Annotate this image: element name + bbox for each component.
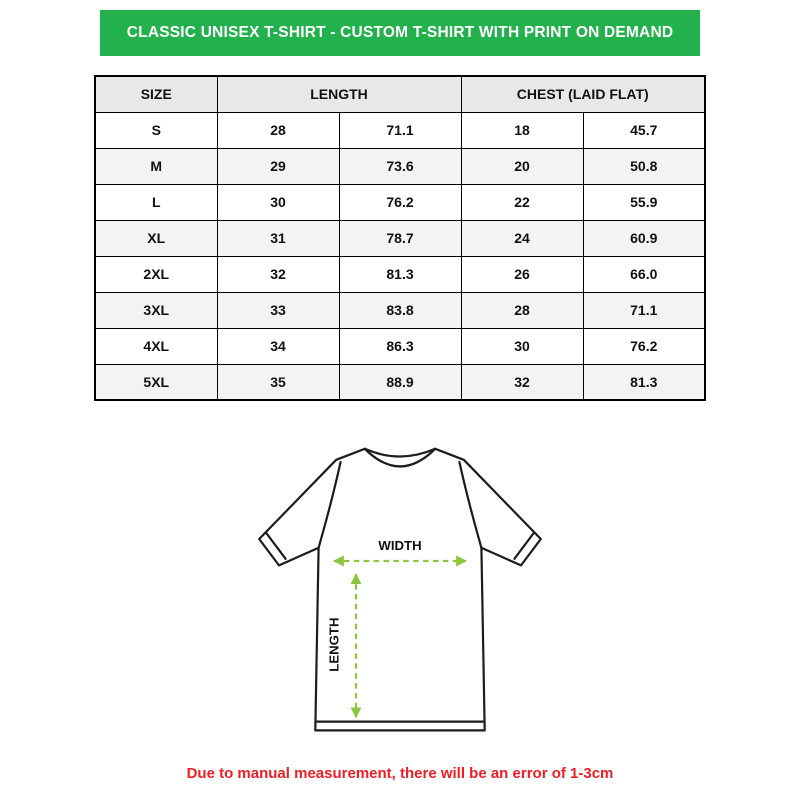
header-length: LENGTH [217,76,461,112]
chest-cm-cell: 66.0 [583,256,705,292]
header-chest: CHEST (LAID FLAT) [461,76,705,112]
length-in-cell: 29 [217,148,339,184]
table-header-row [95,76,705,112]
size-cell: S [95,112,217,148]
length-cm-cell: 86.3 [339,328,461,364]
table-row [95,148,705,184]
length-in-cell: 32 [217,256,339,292]
table-row [95,112,705,148]
length-in-cell: 31 [217,220,339,256]
size-guide-page [0,10,800,800]
width-label: WIDTH [378,538,422,553]
length-cm-cell: 73.6 [339,148,461,184]
size-chart [94,75,706,401]
length-cm-cell: 83.8 [339,292,461,328]
chest-in-cell: 20 [461,148,583,184]
size-cell: 3XL [95,292,217,328]
length-in-cell: 35 [217,364,339,400]
chest-cm-cell: 60.9 [583,220,705,256]
measurement-note: Due to manual measurement, there will be an error of 1-3cm [186,765,614,782]
collar-line [365,449,435,457]
size-cell: M [95,148,217,184]
length-label: LENGTH [326,617,342,672]
table-row [95,220,705,256]
tshirt-diagram [235,441,565,741]
tshirt-outline [259,449,541,731]
size-cell: 2XL [95,256,217,292]
length-in-cell: 30 [217,184,339,220]
header-size: SIZE [95,76,217,112]
size-cell: XL [95,220,217,256]
chest-in-cell: 26 [461,256,583,292]
chest-in-cell: 24 [461,220,583,256]
chest-cm-cell: 81.3 [583,364,705,400]
size-cell: 4XL [95,328,217,364]
length-in-cell: 33 [217,292,339,328]
size-cell: L [95,184,217,220]
table-row [95,256,705,292]
table-row [95,292,705,328]
size-table [94,75,706,401]
length-in-cell: 34 [217,328,339,364]
chest-cm-cell: 50.8 [583,148,705,184]
table-row [95,328,705,364]
length-cm-cell: 71.1 [339,112,461,148]
page-title: CLASSIC UNISEX T-SHIRT - CUSTOM T-SHIRT WITH PRINT ON DEMAND [126,24,674,41]
length-cm-cell: 88.9 [339,364,461,400]
size-cell: 5XL [95,364,217,400]
chest-cm-cell: 76.2 [583,328,705,364]
table-row [95,364,705,400]
length-cm-cell: 81.3 [339,256,461,292]
chest-in-cell: 22 [461,184,583,220]
chest-cm-cell: 55.9 [583,184,705,220]
length-in-cell: 28 [217,112,339,148]
chest-cm-cell: 45.7 [583,112,705,148]
table-row [95,184,705,220]
length-cm-cell: 76.2 [339,184,461,220]
banner [100,10,700,56]
chest-cm-cell: 71.1 [583,292,705,328]
length-cm-cell: 78.7 [339,220,461,256]
chest-in-cell: 28 [461,292,583,328]
chest-in-cell: 18 [461,112,583,148]
chest-in-cell: 30 [461,328,583,364]
chest-in-cell: 32 [461,364,583,400]
